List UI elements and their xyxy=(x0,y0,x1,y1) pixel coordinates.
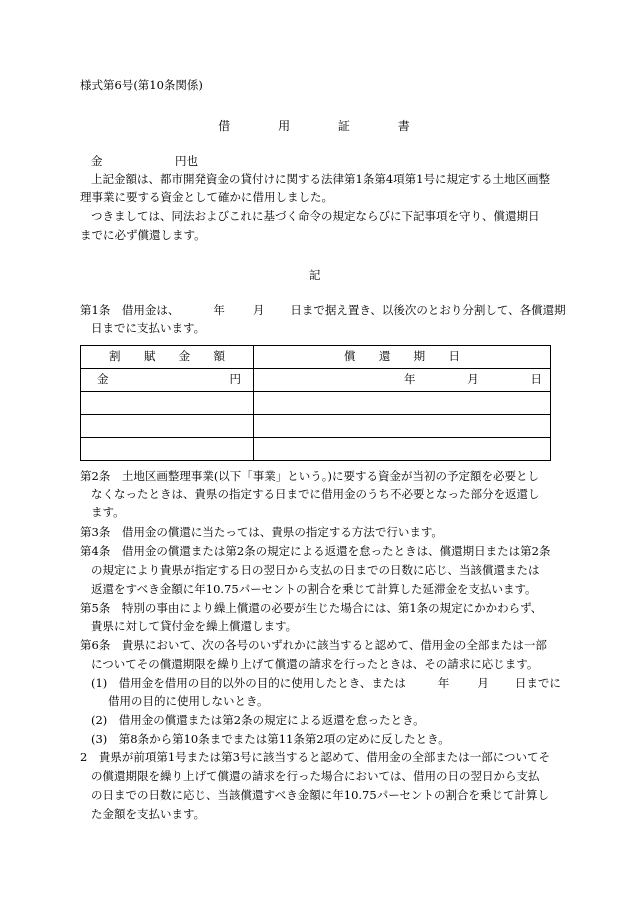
header-repayment-date: 償 還 期 日 xyxy=(254,346,551,369)
item-1-head: (1) 借用金を借用の目的以外の目的に使用したとき、または xyxy=(91,676,406,690)
table-header-row xyxy=(81,346,551,369)
amount-suffix: 円也 xyxy=(175,154,198,168)
title-char: 用 xyxy=(278,119,293,133)
article-6-line: についてその償還期限を繰り上げて償還の請求を行ったときは、その請求に応じます。 xyxy=(91,657,539,671)
item-1-rest: 日までに xyxy=(514,676,561,690)
article-5-line: 第5条 特別の事由により繰上償還の必要が生じた場合には、第1条の規定にかかわらず、 xyxy=(80,601,543,615)
amount-cell xyxy=(81,415,254,438)
form-label: 様式第6号(第10条関係) xyxy=(80,78,203,92)
article-4-line: 第4条 借用金の償還または第2条の規定による返還を怠ったときは、償還期日または第2条 xyxy=(80,544,551,558)
paragraph-2-line: た金額を支払います。 xyxy=(91,807,206,821)
amount-cell: 金 円 xyxy=(81,369,254,392)
amount-prefix: 金 xyxy=(91,154,103,168)
article-1-month: 月 xyxy=(252,303,265,317)
article-1 xyxy=(80,305,566,317)
article-2-line: なくなったときは、貴県の指定する日までに借用金のうち不必要となった部分を返還し xyxy=(91,487,540,501)
article-1-head: 第1条 借用金は、 xyxy=(80,303,180,317)
intro-line: までに必ず償還します。 xyxy=(80,228,206,242)
paragraph-2-line: の日までの日数に応じ、当該償還すべき金額に年10.75パーセントの割合を乗じて計算し xyxy=(91,788,549,802)
title-char: 借 xyxy=(218,119,233,133)
document-title xyxy=(0,120,630,132)
paragraph-2-line: の償還期限を繰り上げて償還の請求を行った場合においては、借用の日の翌日から支払 xyxy=(91,769,540,783)
date-cell xyxy=(254,392,551,415)
title-char: 書 xyxy=(397,119,412,133)
paragraph-2-line: 2 貴県が前項第1号または第3号に該当すると認めて、借用金の全部または一部についてそ xyxy=(80,750,550,764)
item-2: (2) 借用金の償還または第2条の規定による返還を怠ったとき。 xyxy=(91,713,425,727)
article-3: 第3条 借用金の償還に当たっては、貴県の指定する方法で行います。 xyxy=(80,525,443,539)
article-2-line: ます。 xyxy=(91,505,125,519)
intro-line: 理事業に要する資金として確かに借用しました。 xyxy=(80,190,333,204)
table-row xyxy=(81,392,551,415)
article-1-rest: 日まで据え置き、以後次のとおり分割して、各償還期 xyxy=(290,303,566,317)
item-3: (3) 第8条から第10条までまたは第11条第2項の定めに反したとき。 xyxy=(91,732,450,746)
date-cell: 年 月 日 xyxy=(254,369,551,392)
intro-line: つきましては、同法およびこれに基づく命令の規定ならびに下記事項を守り、償還期日 xyxy=(91,209,540,223)
title-char: 証 xyxy=(337,119,352,133)
table-row xyxy=(81,415,551,438)
article-4-line: の規定により貴県が指定する日の翌日から支払の日までの日数に応じ、当該償還または xyxy=(91,563,540,577)
article-1-line2: 日までに支払います。 xyxy=(91,321,206,335)
item-1-year: 年 xyxy=(437,676,450,690)
table-row xyxy=(81,438,551,461)
article-6-line: 第6条 貴県において、次の各号のいずれかに該当すると認めて、借用金の全部または一部 xyxy=(80,638,547,652)
header-installment-amount: 割 賦 金 額 xyxy=(81,346,254,369)
table-row xyxy=(81,369,551,392)
item-1-line2: 借用の目的に使用しないとき。 xyxy=(108,694,269,708)
date-cell xyxy=(254,438,551,461)
amount-cell xyxy=(81,392,254,415)
date-cell xyxy=(254,415,551,438)
article-2-line: 第2条 土地区画整理事業(以下「事業」という。)に要する資金が当初の予定額を必要とし xyxy=(80,469,540,483)
ki-heading: 記 xyxy=(309,268,321,282)
article-5-line: 貴県に対して貸付金を繰上償還します。 xyxy=(91,619,298,633)
article-4-line: 返還をすべき金額に年10.75パーセントの割合を乗じて計算した延滞金を支払います。 xyxy=(91,582,537,596)
intro-line: 上記金額は、都市開発資金の貸付けに関する法律第1条第4項第1号に規定する土地区画整 xyxy=(91,172,550,186)
item-1-month: 月 xyxy=(477,676,489,690)
installment-table xyxy=(80,345,551,461)
amount-cell xyxy=(81,438,254,461)
article-1-year: 年 xyxy=(213,303,225,317)
item-1 xyxy=(91,678,561,690)
